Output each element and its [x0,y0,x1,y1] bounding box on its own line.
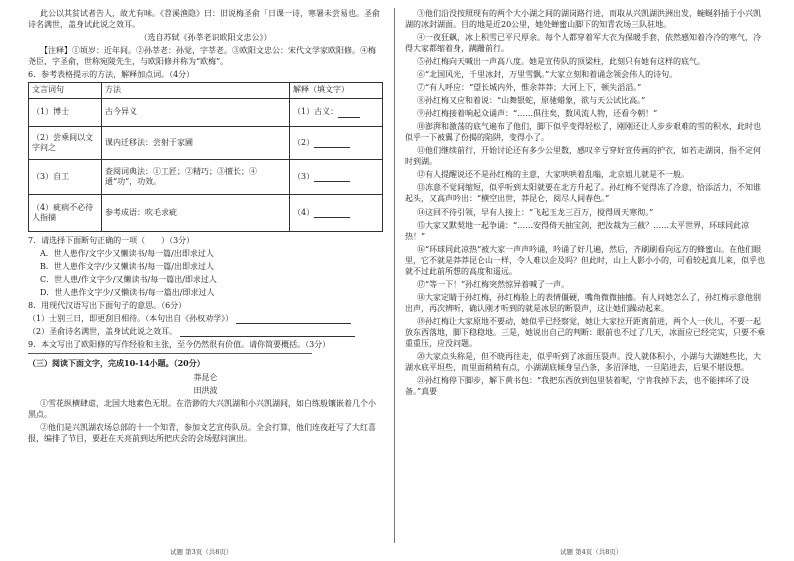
table-cell-phrase: （3）自工 [29,160,102,195]
question-8-1-text: （1）士别三日，即更刮目相待。（本句出自《孙权劝学》） [28,314,234,324]
table-row [29,160,383,195]
story-paragraph: ⑱大家定睛于孙红梅，孙红梅脸上的表情僵硬，嘴角微微抽搐。有人问她怎么了，孙红梅示意他别出声，再次辨听，确认刚才听到的就是冰层的断裂声，这让她们躁动起来。 [405,292,761,313]
story-paragraph: ⑳大家点头称是，但不晓再往走，似乎听到了冰面压裂声。没人就体积小，小湖与大湖她些比，大湖水底平坦些，而里面稍稍有点，小湖湖底倾身呈凸条，多沼泽地，一旦陷进去，后果不堪设想。 [405,351,761,372]
answer-label: （1）古义： [293,107,339,117]
story-paragraph: ⑬冻意不觉间缩短，似乎听到太阳就要在北方升起了。孙红梅不觉得冻了冷意，恰添活力，不知谁起头，又高声吟出：“横空出世，莽昆仑，阅尽人间春色。” [405,183,761,204]
table-row [29,127,383,160]
table-header-cell: 方法 [102,83,290,99]
answer-line[interactable] [236,323,351,324]
table-header-cell: 文言词句 [29,83,102,99]
right-column [405,8,767,541]
table-row [29,195,383,232]
left-column [28,8,383,541]
story-paragraph: ④一夜狂飙，冰上积雪已平尺厚余。每个人都穿着军大衣为保暖手套，依然感知着冷冷的寒气，冷得大家都缩着身，蹒跚前行。 [405,33,761,54]
table-header-row [29,83,383,99]
question-9: 9．本文写出了欧阳修的写作经验和主张，至今仍然很有价值。请你简要概括。（3分） [28,340,331,350]
story-title: 莽昆仑 [193,372,218,382]
story-paragraph: ⑥“北国风光，千里冰封，万里雪飘。”大家立刻和着诵念领会伟人的诗句。 [417,70,678,80]
answer-blank[interactable] [314,217,350,218]
story-paragraph: ⑯“环球同此凉热”被大家一声声吟诵，吟诵了好几遍，然后，齐刷刷看向远方的蜂蜜山。在他们眼里，它不就是莽莽昆仑山一样，令人难以企及吗？但此时，山上人影小小的，可看较起真儿来，似乎也就不过此前所想的高度和遥远。 [405,244,765,276]
table-row [29,99,383,127]
table-cell-answer[interactable] [290,160,383,195]
vocab-table [28,82,383,232]
story-paragraph: ③他们沿没按照现有的两个大小湖之间的湖岗路行进，而取从兴凯湖洪洲出发，蜿蜒斜插于小兴凯湖的冰封湖面。目的地是近20公里，她处蝉蜜山脚下的知青农场三队驻地。 [405,9,761,30]
page-footer-right: 试题 第4页（共8页） [560,548,623,557]
answer-blank[interactable] [314,147,350,148]
option-a[interactable]: A．世人患作/文字少又懒读书/每一篇/出即求过人 [40,249,214,259]
question-7: 7．请选择下面断句正确的一项（ ）（3分） [28,236,195,246]
table-cell-method: 古今异义 [102,99,290,127]
answer-label: （3） [293,171,315,181]
table-cell-phrase: （2）尝乘间以文字问之 [29,127,102,160]
table-header-cell: 解释（填文字） [290,83,383,99]
option-c[interactable]: C．世人患/作文字少/又懒读书/每一篇出/即求过人 [40,275,217,285]
answer-line-divider[interactable] [28,353,312,354]
annotation-notes: 【注释】①顷岁：近年间。②孙莘老：孙觉，字莘老。③欧阳文忠公：宋代文学家欧阳修。④梅尧臣，字圣俞，世称宛陵先生，与欧阳修并称为“欧梅”。 [28,46,376,67]
story-paragraph: ①雪花纵横肆虐，北国大地素色无垠。在浩渺的大兴凯湖和小兴凯湖间，如白练般镶嵌着几个小黑点。 [28,398,376,419]
source-citation: （选自苏轼《孙莘老识欧阳文忠公》） [139,33,272,43]
story-paragraph: ⑮大家又默契地一起争诵：“……安得倚天抽宝剑，把汝裁为三截？……太平世界，环球同此凉热！” [405,220,750,241]
column-divider [394,8,395,543]
table-cell-answer[interactable] [290,99,383,127]
question-8: 8．用现代汉语写出下面句子的意思。（6分） [28,301,187,311]
answer-label: （2） [293,137,315,147]
section-3-heading: （三）阅读下面文字，完成10-14小题。（20分） [28,358,205,369]
passage-paragraph: 此公以其贫试者告人，故尤有味。《苕溪渔隐》曰：旧说梅圣俞「日课一诗，寒暑未尝易也。圣俞诗名满世，盖身试此说之效耳。 [28,9,380,30]
answer-label: （4） [293,207,315,217]
option-b[interactable]: B．世人患作文字/少又懒读书/每一篇/出即求过人 [40,262,214,272]
story-author: 田洪波 [193,385,218,395]
table-cell-answer[interactable] [290,127,383,160]
table-cell-phrase: （4）疵病不必待人指摘 [29,195,102,232]
table-cell-answer[interactable] [290,195,383,232]
answer-line[interactable] [180,336,355,337]
story-paragraph: ⑪他们继续前行，开始讨论还有多少公里数，感叹辛亏穿好宣传画的护衣，如若走湖岗，指不定何时到湖。 [405,146,761,167]
story-paragraph: ⑤孙红梅向天喊出一声高八度。她是宣传队的顶梁柱，此刻只有她有这样的底气。 [417,57,705,67]
story-paragraph: ②他们是兴凯湖农场总部的十一个知青，参加文艺宣传队员。全会打算，他们连夜赶写了大红喜报，编排了节目，要赶在天亮前到达所把庆会的会场慰问演出。 [28,422,376,443]
story-paragraph: ⑦“有人呼应：“望长城内外，惟余莽莽；大河上下，顿失滔滔。” [417,83,642,93]
question-8-2-text: （2）圣俞诗名满世，盖身试此说之效耳。 [28,327,178,337]
story-paragraph: ⑲孙红梅让大家原地不要动，她似乎已经察觉，她让大家拉开距离前进，两个人一伙儿，不要一起放东西落地，脚下稳稳地。三是，她说出自己的判断：眼前也不过了几天，冰面应已经完实，只要不乘重重压，应没问题。 [405,316,765,348]
story-paragraph: ⑭这回不待引领，早有人接上：“飞起玉龙三百万，搅得周天寒彻。” [417,207,654,217]
story-paragraph: ⑰“等一下！”孙红梅突然惊异着喊了一声。 [417,279,570,289]
page-footer-left: 试题 第3页（共8页） [170,548,233,557]
table-cell-method: 课内迁移法：尝射于家圃 [102,127,290,160]
table-cell-method: 参考成语：吹毛求疵 [102,195,290,232]
table-cell-method: 查阅词典法：①工匠；②精巧；③擅长；④通“功”，功效。 [102,160,290,195]
table-cell-phrase: （1）博士 [29,99,102,127]
question-8-2 [28,326,383,337]
story-paragraph: ㉑孙红梅停下脚步，解下黄书包：“我把东西放到包里装着呢，宁肯我掉下去，也不能摔坏了设备。”真要 [405,375,750,396]
story-paragraph: ⑫有人提醒说还不是孙红梅的主意，大家哄哄着乱嗡，北京姐儿就是不一般。 [417,170,689,180]
answer-blank[interactable] [314,181,350,182]
question-8-1 [28,313,383,324]
answer-blank[interactable] [338,117,360,118]
story-paragraph: ⑧孙红梅又应和着说：“山舞银蛇，原驰蜡象，欲与天公试比高。” [417,96,646,106]
story-paragraph: ⑩澎湃和激荡的底气遍布了他们，脚下似乎变得轻松了，刚刚还让人步步艰难的雪的积水，此时也似乎一下被翼了份揭的陷阱，变得小了。 [405,122,761,143]
option-d[interactable]: D．世人患作文字少/又懒读书/每一篇出/即求过人 [40,288,215,298]
story-paragraph: ⑨孙红梅接着响起众诵声：“……俱往矣，数风流人物，还看今朝！” [417,109,658,119]
question-6: 6．参考表格提示的方法，解释加点词。（4分） [28,70,195,80]
